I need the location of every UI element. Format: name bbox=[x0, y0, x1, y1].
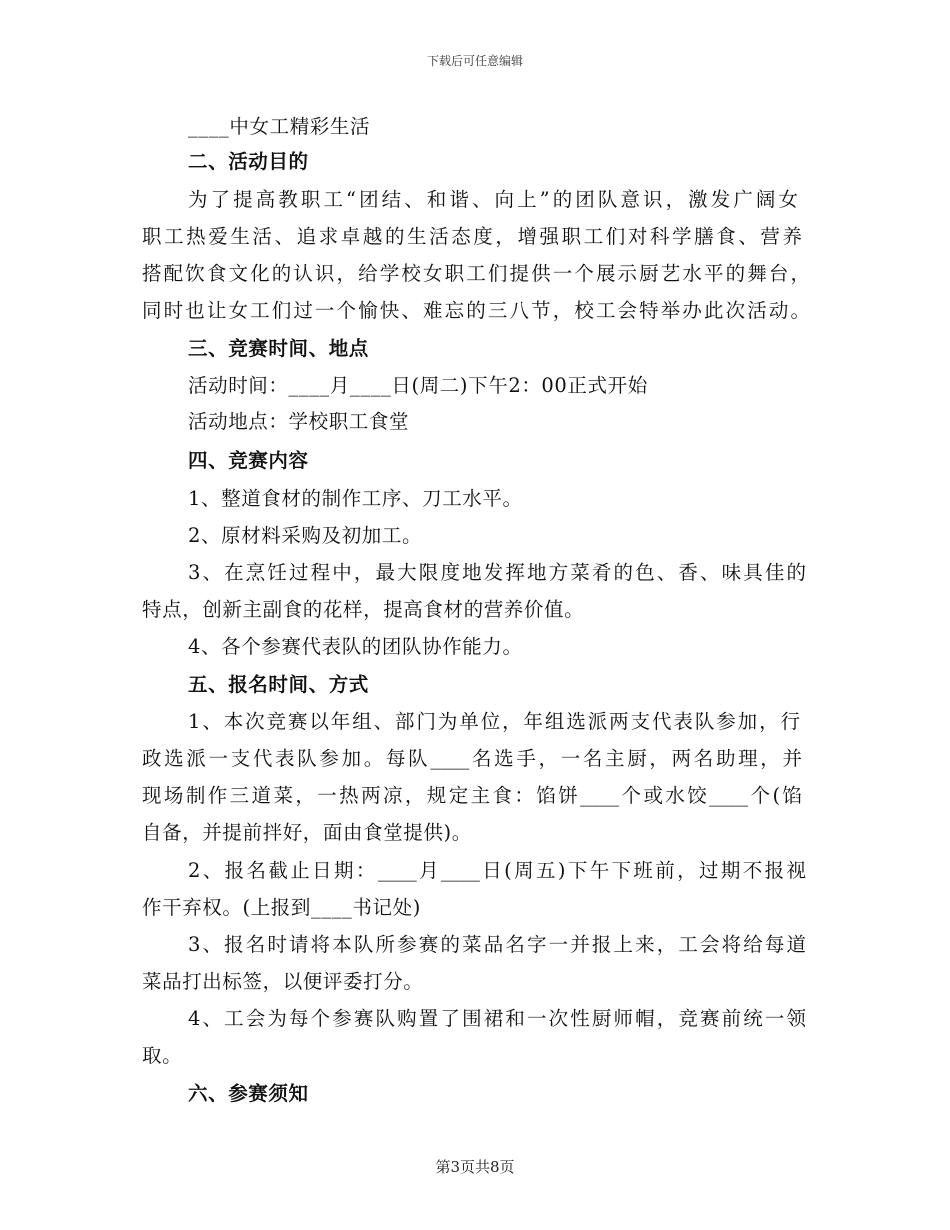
list-item: 4、工会为每个参赛队购置了围裙和一次性厨师帽，竞赛前统一领 bbox=[188, 1007, 806, 1030]
body-line: 政选派一支代表队参加。每队____名选手，一名主厨，两名助理，并 bbox=[142, 747, 802, 770]
page-header: 下载后可任意编辑 bbox=[426, 54, 523, 68]
list-item: 1、本次竞赛以年组、部门为单位，年组选派两支代表队参加，行 bbox=[188, 710, 800, 733]
list-item: 4、各个参赛代表队的团队协作能力。 bbox=[188, 635, 523, 658]
list-item: 2、报名截止日期：____月____日(周五)下午下班前，过期不报视 bbox=[188, 859, 806, 882]
section-heading: 二、活动目的 bbox=[188, 150, 309, 173]
section-heading: 四、竞赛内容 bbox=[188, 449, 309, 472]
body-line: 现场制作三道菜，一热两凉，规定主食：馅饼____个或水饺____个(馅 bbox=[142, 784, 802, 807]
list-item: 3、在烹饪过程中，最大限度地发挥地方菜肴的色、香、味具佳的 bbox=[188, 561, 806, 584]
section-heading: 三、竞赛时间、地点 bbox=[188, 337, 369, 360]
list-item: 3、报名时请将本队所参赛的菜品名字一并报上来，工会将给每道 bbox=[188, 933, 806, 956]
body-line: 取。 bbox=[142, 1044, 183, 1067]
list-item: 2、原材料采购及初加工。 bbox=[188, 524, 423, 547]
body-line: 自备，并提前拌好，面由食堂提供)。 bbox=[142, 821, 472, 844]
list-item: 1、整道食材的制作工序、刀工水平。 bbox=[188, 487, 523, 510]
section-heading: 六、参赛须知 bbox=[188, 1082, 309, 1105]
body-line: 搭配饮食文化的认识，给学校女职工们提供一个展示厨艺水平的舞台， bbox=[142, 262, 810, 285]
body-line: ____中女工精彩生活 bbox=[188, 115, 371, 138]
body-line: 职工热爱生活、追求卓越的生活态度，增强职工们对科学膳食、营养 bbox=[142, 225, 802, 248]
body-line: 菜品打出标签，以便评委打分。 bbox=[142, 970, 424, 993]
page-footer: 第3页共8页 bbox=[435, 1158, 515, 1176]
section-heading: 五、报名时间、方式 bbox=[188, 673, 369, 696]
body-line: 为了提高教职工“团结、和谐、向上”的团队意识，激发广阔女 bbox=[188, 188, 798, 211]
body-line: 同时也让女工们过一个愉快、难忘的三八节，校工会特举办此次活动。 bbox=[142, 299, 810, 322]
body-line: 活动时间：____月____日(周二)下午2：00正式开始 bbox=[188, 374, 648, 397]
body-line: 作干弃权。(上报到____书记处) bbox=[142, 896, 421, 919]
body-line: 活动地点：学校职工食堂 bbox=[188, 410, 410, 433]
body-line: 特点，创新主副食的花样，提高食材的营养价值。 bbox=[142, 598, 585, 621]
